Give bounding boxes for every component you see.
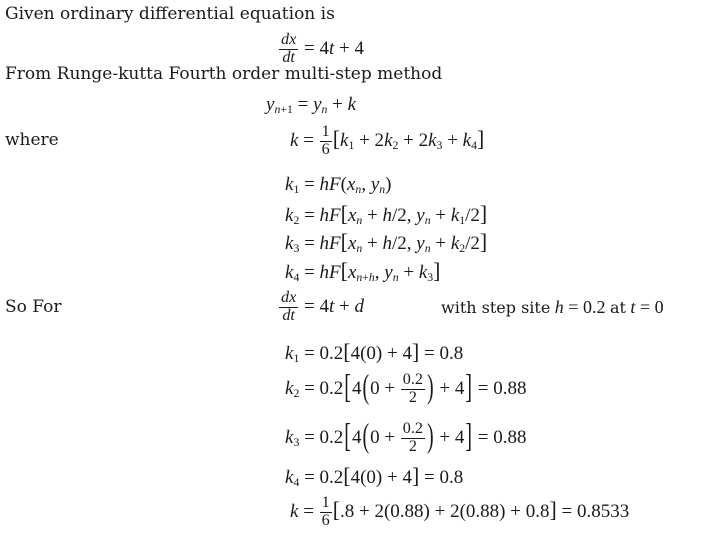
ode-derivative	[279, 32, 298, 67]
k3-half-step: $\frac{0.2}{2}$	[402, 420, 423, 455]
k-den: 6	[321, 140, 330, 158]
k3-formula: $k_3 = hF[x_n + h/2$, $y_n + k_2/2$]	[285, 230, 488, 255]
step-at: at	[609, 298, 626, 317]
step-note-prefix: with step site	[441, 298, 551, 317]
k1-formula: $k_1 = hF(x_n$, $y_n$)	[285, 174, 392, 196]
one-sixth-fraction	[320, 124, 332, 159]
so-for-label: So For	[5, 297, 62, 317]
ode-equation	[278, 32, 364, 67]
ode-second: $\frac{dx}{dt}$ = 4t + d	[281, 289, 364, 324]
k3-result: = 0.88	[477, 426, 527, 448]
k2-formula: $k_2 = hF[x_n + h/2$, $y_n + k_1/2$]	[285, 202, 488, 227]
where-label: where	[5, 130, 59, 150]
k1-value: $k_1 = 0.2[4(0) + 4] = 0.8$	[285, 340, 464, 365]
ode-rhs: = 4t + 4	[303, 37, 364, 59]
k-num: 1	[321, 123, 330, 140]
ode-num: dx	[281, 31, 297, 48]
final-one-sixth: $\frac{1}{6}$	[321, 494, 330, 529]
k2-half-step	[401, 372, 425, 407]
step-note: with step site h = 0.2 at t = 0	[441, 297, 664, 317]
ode-den: dt	[282, 48, 295, 66]
k4-value: $k_4 = 0.2[4(0) + 4] = 0.8$	[285, 464, 464, 489]
k2-frac-num: 0.2	[402, 371, 423, 388]
intro-text: Given ordinary differential equation is	[5, 4, 335, 24]
k-definition: k = $\frac{1}{6}$ $[k_1 + 2k_2 + 2k_3 + k_4]$	[290, 123, 485, 158]
k2-frac-den: 2	[408, 388, 417, 406]
k2-value: $k_2 = 0.2[4(0$ + $\frac{0.2}{2}$ ) + 4] = 0.88	[285, 368, 527, 406]
ode2-derivative: $\frac{dx}{dt}$	[281, 289, 297, 324]
rk-heading: From Runge-kutta Fourth order multi-step method	[5, 64, 443, 84]
update-equation: $y_{n+1} = y_n + k$	[266, 94, 357, 116]
k3-value: $k_3 = 0.2[4(0$ + $\frac{0.2}{2}$ ) + 4] = 0.88	[285, 417, 527, 455]
k-final-value: k = $\frac{1}{6}$ [.8 + 2(0.88) + 2(0.88) + 0.8] = 0.8533	[290, 494, 630, 529]
k2-result: = 0.88	[477, 377, 527, 399]
k4-formula: $k_4 = hF[x_{n+h}$, $y_n + k_3$]	[285, 259, 441, 284]
